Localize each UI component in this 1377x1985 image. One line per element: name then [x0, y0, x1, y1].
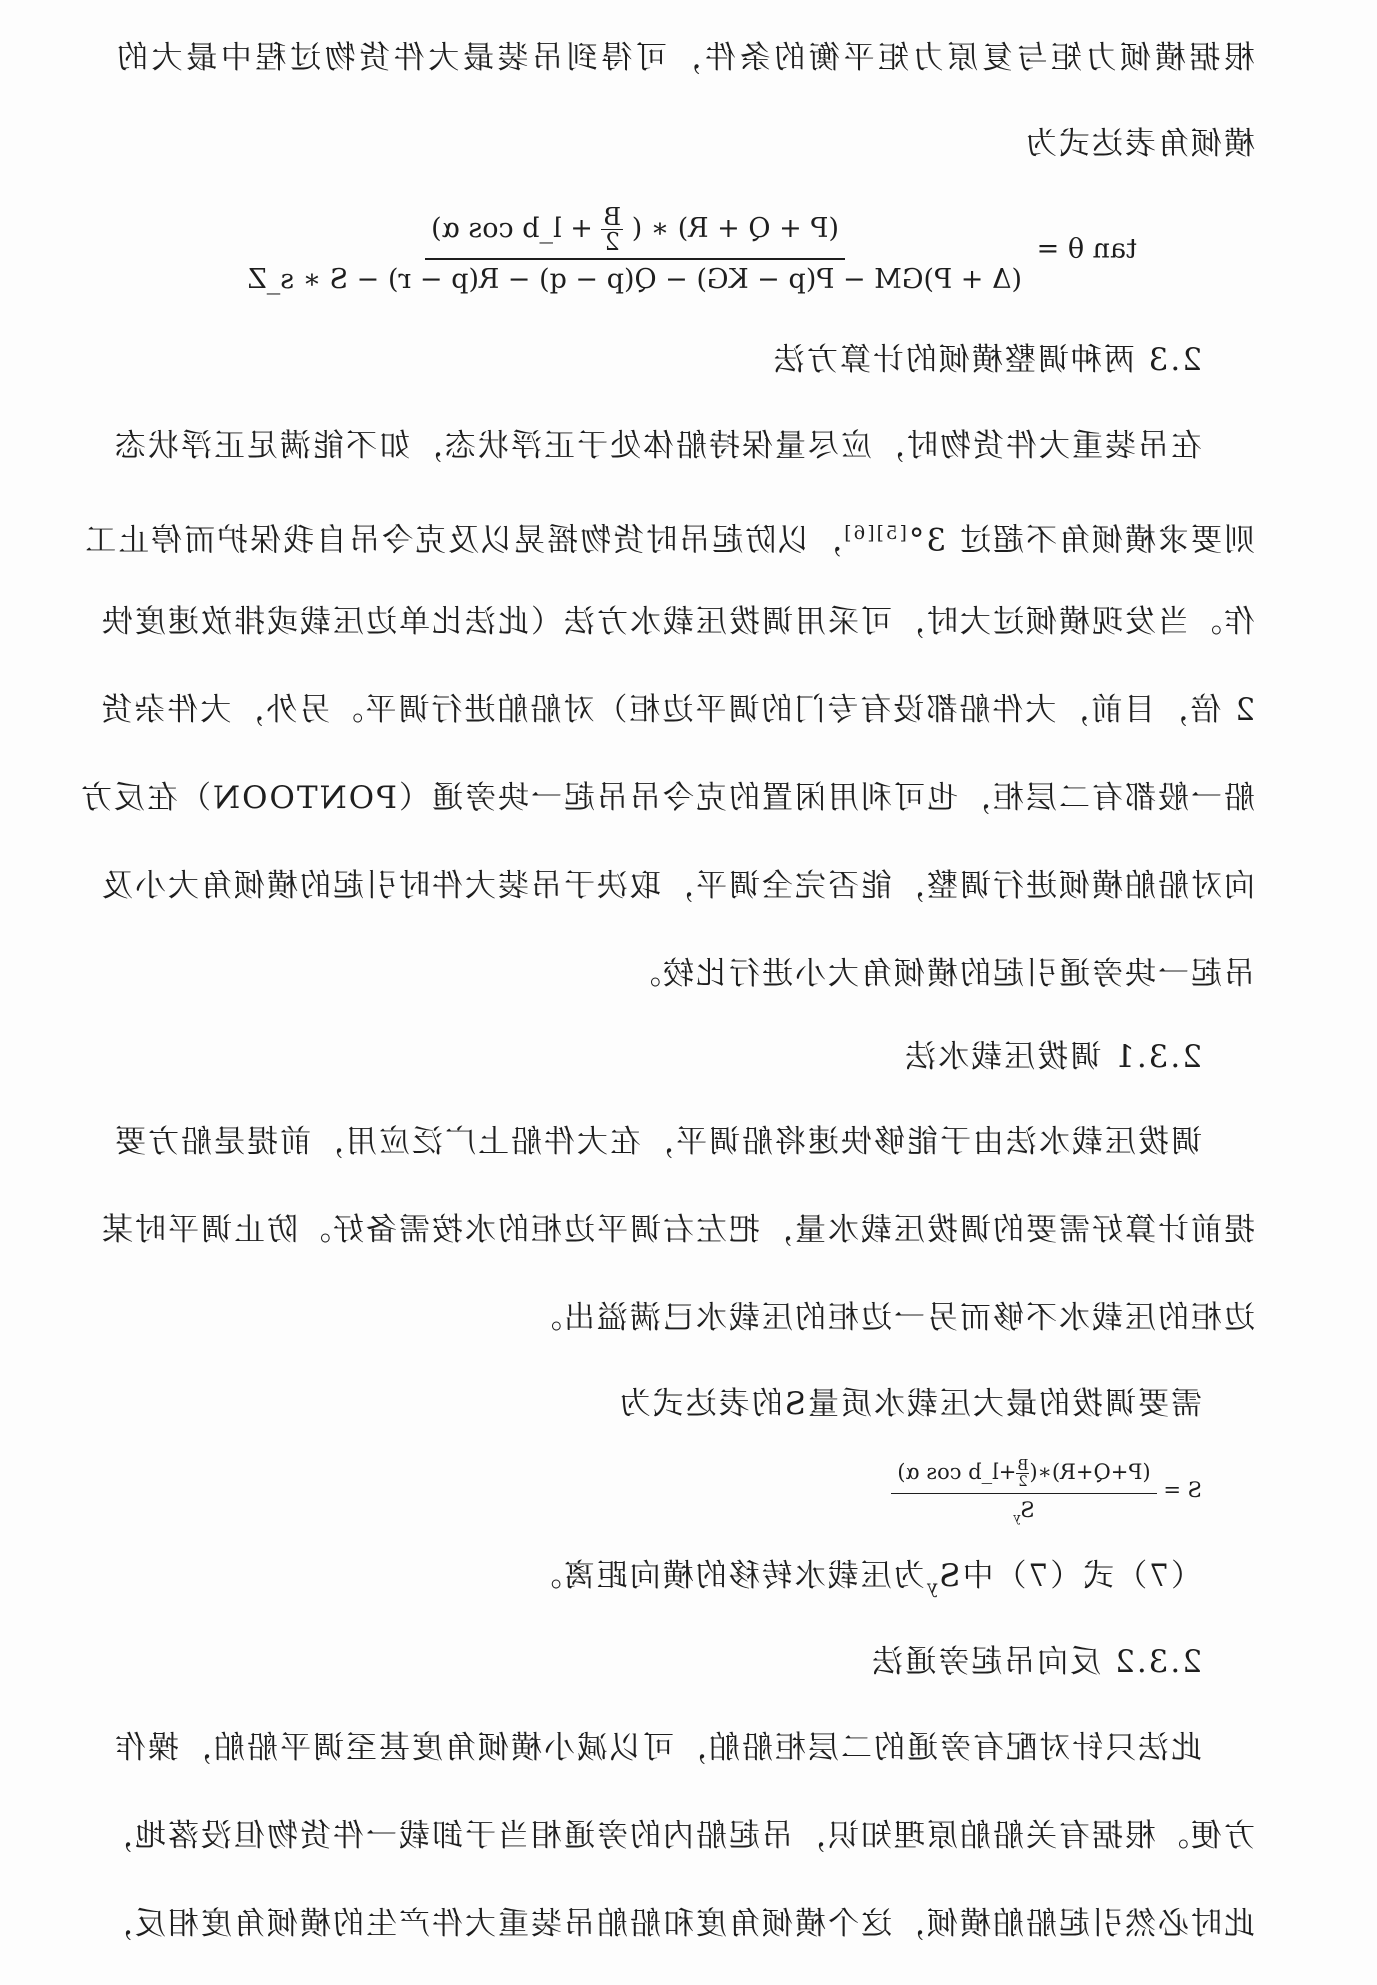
paragraph-line: 提前计算好需要的调拨压载水量，把左右调平边柜的水按需备好。防止调平时某	[100, 1212, 1255, 1248]
paragraph-line: 边柜的压载水不够而另一边柜的压载水已满溢出。	[529, 1300, 1255, 1336]
s-formula	[891, 1458, 1202, 1525]
paragraph-line: 此时必然引起船舶横倾，这个横倾角度和船舶吊装重大件产生的横倾角度相反，	[100, 1906, 1255, 1942]
formula-denominator: (Δ + P)GM − P(p − KG) − Q(p − q) − R(p − r) − S ∗ s_Z	[248, 264, 1023, 295]
tan-theta-formula	[137, 205, 1137, 295]
formula-lhs: tan θ =	[1036, 233, 1137, 265]
formula-fraction	[891, 1458, 1156, 1525]
formula-lhs: S =	[1163, 1478, 1202, 1503]
paragraph-line: 需要调拨的最大压载水质量S的表达式为	[617, 1386, 1202, 1422]
section-heading: 2.3.2 反向吊起旁通法	[870, 1644, 1202, 1680]
paragraph-line: （7）式（7）中$S_y$为压载水转移的横向距离。	[528, 1558, 1202, 1599]
paragraph-line: 横倾角表达式为	[1024, 126, 1255, 162]
formula-fraction	[242, 205, 1028, 295]
paragraph-line: 调拨压载水法由于能够快速将船调平，在大件船上广泛应用，前提是船方要	[113, 1124, 1202, 1160]
paragraph-line: 向对船舶横倾进行调整，能否完全调平，取决于吊装大件时引起的横倾角大小及	[100, 868, 1255, 904]
paragraph-line: 根据横倾力矩与复原力矩平衡的条件，可得到吊装最大件货物过程中最大的	[115, 40, 1255, 76]
formula-denominator: $S_y$	[1013, 1498, 1035, 1526]
paragraph-line: 方便。根据有关船舶原理知识，吊起船内的旁通相当于卸载一件货物但没落地，	[100, 1818, 1255, 1854]
paragraph-line: 吊起一块旁通引起的横倾角大小进行比较。	[628, 956, 1255, 992]
b-over-2: $\frac{B}{2}$	[603, 203, 622, 256]
section-heading: 2.3 两种调整横倾的计算方法	[771, 342, 1202, 378]
paragraph-line: 此法只针对配有旁通的二层柜船舶，可以减小横倾角度甚至调平船舶，操作	[113, 1730, 1202, 1766]
paragraph-line: 则要求横倾角不超过 3°[5][6]，以防起吊时货物摇晃以及克令吊自我保护而停止工	[83, 522, 1255, 559]
paragraph-line: 在吊装重大件货物时，应尽量保持船体处于正浮状态，如不能满足正浮状态	[113, 428, 1202, 464]
formula-numerator: (P+Q+R)∗( $\frac{B}{2}$ +l_b cos α)	[891, 1458, 1156, 1494]
paragraph-line: 作。当发现横倾过大时，可采用调拨压载水方法（此法比单边压载或排放速度快	[100, 604, 1255, 640]
paragraph-line: 2 倍，目前，大件船都设有专门的调平边柜）对船舶进行调平。另外，大件杂货	[99, 692, 1255, 728]
section-heading: 2.3.1 调拨压载水法	[903, 1039, 1202, 1075]
formula-numerator: (P + Q + R) ∗ ( $\frac{B}{2}$ + l_b cos α)	[425, 205, 845, 260]
paragraph-line: 船一般都有二层柜，也可利用闲置的克令吊吊起一块旁通（PONTOON）在反方	[78, 780, 1255, 816]
